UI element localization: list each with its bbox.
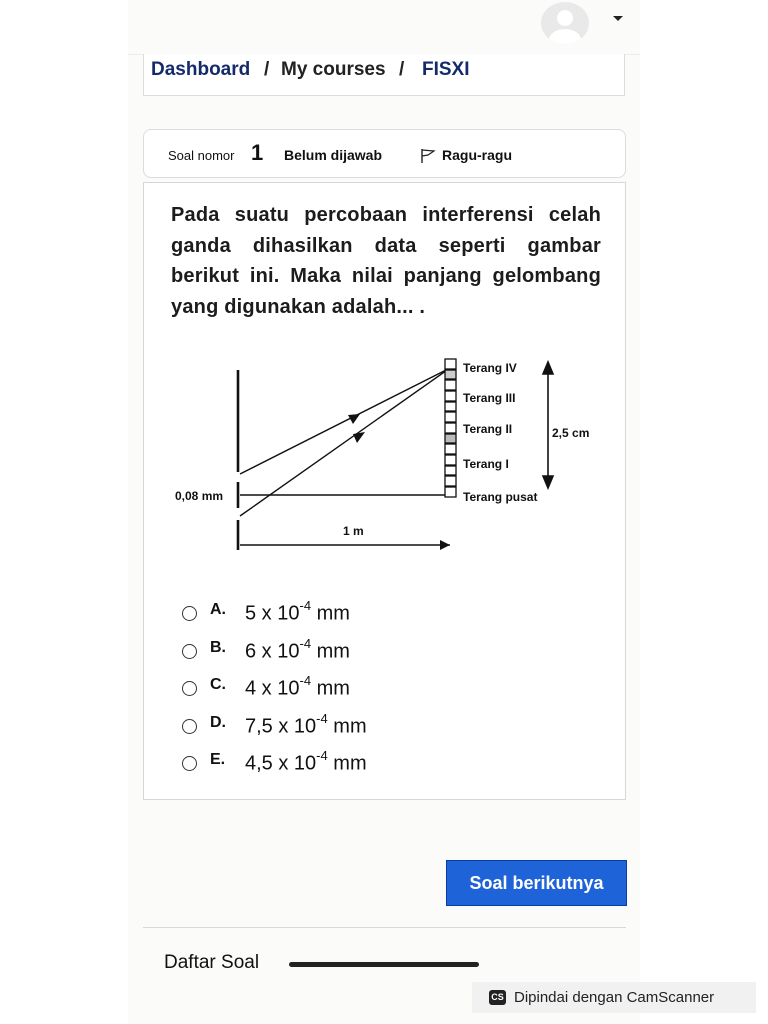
- fringe-label: Terang I: [463, 457, 509, 471]
- flag-icon[interactable]: [420, 148, 436, 169]
- breadcrumb-separator: /: [264, 59, 270, 80]
- interference-diagram: [160, 350, 620, 560]
- question-list-label[interactable]: Daftar Soal: [164, 952, 260, 973]
- option-letter: C.: [210, 676, 226, 693]
- radio-button[interactable]: [182, 681, 197, 696]
- breadcrumb-dashboard-link[interactable]: Dashboard: [151, 59, 251, 80]
- next-question-button[interactable]: Soal berikutnya: [446, 860, 627, 906]
- answer-option-a[interactable]: [180, 598, 440, 626]
- breadcrumb-separator: /: [399, 59, 405, 80]
- fringe-label-central: Terang pusat: [463, 490, 538, 504]
- radio-button[interactable]: [182, 644, 197, 659]
- user-avatar[interactable]: [541, 2, 589, 44]
- answer-option-c[interactable]: [180, 673, 440, 701]
- option-letter: D.: [210, 714, 226, 731]
- camscanner-logo-icon: CS: [489, 990, 506, 1005]
- flag-question-label[interactable]: Ragu-ragu: [442, 147, 512, 163]
- fringe-label: Terang III: [463, 391, 516, 405]
- option-value: 7,5 x $10^{-4}$ mm: [245, 711, 367, 738]
- question-info-bar: [143, 129, 626, 178]
- option-letter: B.: [210, 639, 226, 656]
- breadcrumb-course-link[interactable]: FISXI: [422, 59, 470, 80]
- distance-label: 1 m: [343, 524, 364, 538]
- option-value: 5 x $10^{-4}$ mm: [245, 598, 350, 625]
- avatar-head-shape: [557, 10, 573, 26]
- breadcrumb: [143, 54, 625, 96]
- question-number: 1: [251, 140, 264, 165]
- divider: [143, 927, 626, 928]
- question-list-underline: [289, 962, 479, 967]
- answer-option-d[interactable]: [180, 711, 440, 739]
- option-value: 4 x $10^{-4}$ mm: [245, 673, 350, 700]
- answer-option-b[interactable]: [180, 636, 440, 664]
- height-label: 2,5 cm: [552, 426, 590, 440]
- avatar-body-shape: [549, 29, 581, 44]
- breadcrumb-my-courses-link[interactable]: My courses: [281, 59, 386, 80]
- screen-fringe-markers: [445, 359, 456, 497]
- camscanner-watermark: [472, 982, 756, 1013]
- question-text: Pada suatu percobaan interferensi celah ganda dihasilkan data seperti gambar berikut ini. Maka nilai panjang gelombang yang digunakan adalah... .: [171, 204, 601, 318]
- option-letter: A.: [210, 601, 226, 618]
- option-value: 6 x $10^{-4}$ mm: [245, 636, 350, 663]
- fringe-label: Terang II: [463, 422, 513, 436]
- camscanner-text: Dipindai dengan CamScanner: [514, 989, 715, 1006]
- light-rays: [240, 368, 450, 545]
- answer-status: Belum dijawab: [284, 147, 383, 163]
- fringe-label: Terang IV: [463, 361, 517, 375]
- user-menu-chevron-down-icon[interactable]: [613, 16, 623, 21]
- question-number-label: Soal nomor: [168, 148, 235, 163]
- radio-button[interactable]: [182, 719, 197, 734]
- height-dimension-arrow: [543, 362, 553, 488]
- radio-button[interactable]: [182, 756, 197, 771]
- option-value: 4,5 x $10^{-4}$ mm: [245, 748, 367, 775]
- slit-separation-label: 0,08 mm: [175, 489, 224, 503]
- option-letter: E.: [210, 751, 226, 768]
- answer-option-e[interactable]: [180, 748, 440, 776]
- radio-button[interactable]: [182, 606, 197, 621]
